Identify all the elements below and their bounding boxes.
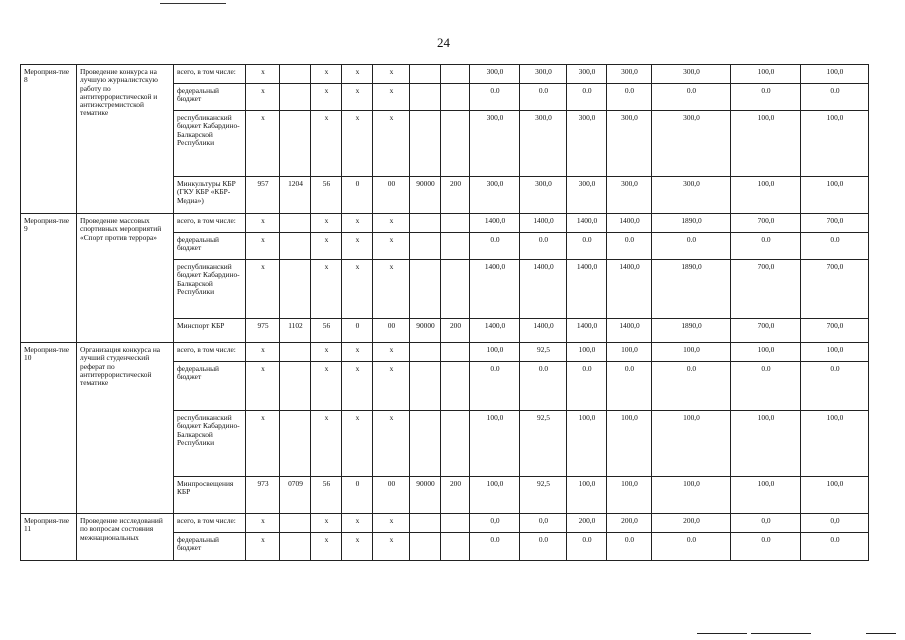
cell-v6: 0,0 <box>731 514 801 533</box>
cell-v2: 0.0 <box>520 84 567 111</box>
cell-p1: 0 <box>342 477 373 514</box>
cell-csr <box>410 233 441 260</box>
cell-vr <box>441 111 470 177</box>
cell-v1: 100,0 <box>470 411 520 477</box>
cell-p1: х <box>342 362 373 411</box>
cell-pr: 56 <box>311 477 342 514</box>
cell-v4: 300,0 <box>607 111 652 177</box>
cell-v2: 0.0 <box>520 362 567 411</box>
budget-table <box>20 64 869 561</box>
cell-v7: 0.0 <box>801 362 869 411</box>
cell-v2: 1400,0 <box>520 260 567 319</box>
funding-source: всего, в том числе: <box>174 214 246 233</box>
cell-v3: 1400,0 <box>567 214 607 233</box>
cell-v3: 1400,0 <box>567 319 607 343</box>
cell-rz <box>280 411 311 477</box>
cell-grbs: х <box>246 362 280 411</box>
funding-source: всего, в том числе: <box>174 514 246 533</box>
cell-v7: 100,0 <box>801 343 869 362</box>
cell-v6: 0.0 <box>731 233 801 260</box>
cell-v2: 92,5 <box>520 343 567 362</box>
cell-v2: 0.0 <box>520 233 567 260</box>
cell-pr: х <box>311 343 342 362</box>
page-number: 24 <box>437 35 450 50</box>
cell-v6: 700,0 <box>731 260 801 319</box>
cell-v7: 700,0 <box>801 319 869 343</box>
measure-label: Мероприя-тие 8 <box>21 65 77 214</box>
cell-v5: 1890,0 <box>652 214 731 233</box>
cell-csr <box>410 84 441 111</box>
cell-v6: 0.0 <box>731 84 801 111</box>
funding-source: федеральный бюджет <box>174 233 246 260</box>
cell-v6: 100,0 <box>731 477 801 514</box>
cell-grbs: х <box>246 65 280 84</box>
cell-v4: 0.0 <box>607 233 652 260</box>
cell-vr <box>441 84 470 111</box>
cell-v1: 300,0 <box>470 177 520 214</box>
cell-v6: 0.0 <box>731 533 801 561</box>
cell-v1: 1400,0 <box>470 319 520 343</box>
cell-grbs: х <box>246 514 280 533</box>
cell-grbs: 975 <box>246 319 280 343</box>
cell-p2: х <box>373 233 410 260</box>
table-row <box>21 214 869 233</box>
funding-source: всего, в том числе: <box>174 65 246 84</box>
measure-title: Организация конкурса на лучший студенческий реферат по антитеррористической тематике <box>77 343 174 514</box>
cell-grbs: х <box>246 111 280 177</box>
cell-p2: 00 <box>373 177 410 214</box>
cell-v2: 0.0 <box>520 533 567 561</box>
cell-v6: 100,0 <box>731 177 801 214</box>
cell-v1: 0.0 <box>470 84 520 111</box>
cell-v4: 0.0 <box>607 84 652 111</box>
cell-v3: 0.0 <box>567 533 607 561</box>
cell-v7: 100,0 <box>801 65 869 84</box>
cell-v1: 300,0 <box>470 65 520 84</box>
cell-v7: 100,0 <box>801 477 869 514</box>
cell-pr: х <box>311 514 342 533</box>
cell-csr <box>410 362 441 411</box>
cell-pr: х <box>311 65 342 84</box>
cell-v3: 300,0 <box>567 177 607 214</box>
cell-v4: 1400,0 <box>607 260 652 319</box>
cell-v3: 100,0 <box>567 343 607 362</box>
cell-v5: 0.0 <box>652 362 731 411</box>
footer-rule <box>866 633 896 634</box>
measure-title: Проведение массовых спортивных мероприятий «Спорт против террора» <box>77 214 174 343</box>
cell-vr <box>441 411 470 477</box>
cell-rz <box>280 343 311 362</box>
cell-grbs: х <box>246 233 280 260</box>
cell-vr: 200 <box>441 319 470 343</box>
cell-v5: 100,0 <box>652 343 731 362</box>
cell-v3: 300,0 <box>567 111 607 177</box>
measure-label: Мероприя-тие 9 <box>21 214 77 343</box>
cell-p1: х <box>342 214 373 233</box>
cell-p1: 0 <box>342 177 373 214</box>
funding-source: всего, в том числе: <box>174 343 246 362</box>
cell-p2: х <box>373 260 410 319</box>
cell-v6: 100,0 <box>731 65 801 84</box>
cell-pr: х <box>311 260 342 319</box>
cell-v4: 300,0 <box>607 177 652 214</box>
cell-p2: х <box>373 65 410 84</box>
cell-vr: 200 <box>441 177 470 214</box>
funding-source: республиканский бюджет Кабардино-Балкарской Республики <box>174 260 246 319</box>
cell-v6: 0.0 <box>731 362 801 411</box>
cell-v4: 100,0 <box>607 411 652 477</box>
cell-vr <box>441 533 470 561</box>
cell-v7: 100,0 <box>801 177 869 214</box>
cell-v7: 700,0 <box>801 214 869 233</box>
cell-p2: х <box>373 214 410 233</box>
cell-csr <box>410 111 441 177</box>
cell-vr <box>441 214 470 233</box>
cell-csr: 90000 <box>410 477 441 514</box>
cell-rz <box>280 111 311 177</box>
cell-v7: 0,0 <box>801 514 869 533</box>
cell-pr: х <box>311 533 342 561</box>
cell-v1: 0.0 <box>470 362 520 411</box>
cell-vr <box>441 233 470 260</box>
cell-v5: 1890,0 <box>652 319 731 343</box>
top-scan-mark <box>160 0 226 4</box>
cell-csr <box>410 260 441 319</box>
cell-v7: 700,0 <box>801 260 869 319</box>
cell-v7: 100,0 <box>801 411 869 477</box>
cell-v3: 0.0 <box>567 233 607 260</box>
cell-vr: 200 <box>441 477 470 514</box>
cell-v2: 0,0 <box>520 514 567 533</box>
cell-v7: 0.0 <box>801 233 869 260</box>
cell-p2: 00 <box>373 477 410 514</box>
cell-v1: 300,0 <box>470 111 520 177</box>
cell-grbs: х <box>246 533 280 561</box>
cell-pr: х <box>311 84 342 111</box>
cell-v3: 0.0 <box>567 84 607 111</box>
cell-v1: 100,0 <box>470 343 520 362</box>
cell-v1: 0.0 <box>470 533 520 561</box>
cell-v6: 700,0 <box>731 319 801 343</box>
cell-rz <box>280 514 311 533</box>
cell-csr <box>410 343 441 362</box>
cell-rz <box>280 362 311 411</box>
cell-v1: 0.0 <box>470 233 520 260</box>
cell-vr <box>441 260 470 319</box>
cell-v2: 1400,0 <box>520 214 567 233</box>
cell-v6: 100,0 <box>731 343 801 362</box>
cell-v2: 92,5 <box>520 477 567 514</box>
funding-source: Минспорт КБР <box>174 319 246 343</box>
cell-csr <box>410 533 441 561</box>
cell-csr <box>410 214 441 233</box>
cell-v5: 200,0 <box>652 514 731 533</box>
funding-source: республиканский бюджет Кабардино-Балкарской Республики <box>174 411 246 477</box>
cell-v4: 300,0 <box>607 65 652 84</box>
cell-p2: х <box>373 343 410 362</box>
cell-vr <box>441 65 470 84</box>
cell-grbs: 973 <box>246 477 280 514</box>
cell-p1: х <box>342 111 373 177</box>
cell-v5: 100,0 <box>652 477 731 514</box>
cell-p2: 00 <box>373 319 410 343</box>
cell-p1: х <box>342 260 373 319</box>
cell-pr: х <box>311 233 342 260</box>
cell-pr: х <box>311 362 342 411</box>
cell-v3: 1400,0 <box>567 260 607 319</box>
cell-v3: 0.0 <box>567 362 607 411</box>
cell-pr: х <box>311 111 342 177</box>
cell-vr <box>441 514 470 533</box>
cell-v2: 92,5 <box>520 411 567 477</box>
cell-p1: х <box>342 514 373 533</box>
cell-v5: 300,0 <box>652 111 731 177</box>
cell-rz: 1204 <box>280 177 311 214</box>
cell-p2: х <box>373 533 410 561</box>
cell-v5: 0.0 <box>652 84 731 111</box>
cell-v7: 0.0 <box>801 533 869 561</box>
cell-v6: 700,0 <box>731 214 801 233</box>
cell-v2: 300,0 <box>520 65 567 84</box>
cell-pr: 56 <box>311 177 342 214</box>
cell-pr: х <box>311 214 342 233</box>
cell-v4: 0.0 <box>607 362 652 411</box>
funding-source: федеральный бюджет <box>174 362 246 411</box>
cell-vr <box>441 362 470 411</box>
cell-rz <box>280 260 311 319</box>
cell-p1: х <box>342 65 373 84</box>
cell-p1: х <box>342 411 373 477</box>
cell-v4: 100,0 <box>607 477 652 514</box>
cell-csr <box>410 411 441 477</box>
cell-csr <box>410 514 441 533</box>
cell-pr: 56 <box>311 319 342 343</box>
cell-v2: 1400,0 <box>520 319 567 343</box>
cell-v5: 0.0 <box>652 233 731 260</box>
funding-source: Минкультуры КБР (ГКУ КБР «КБР-Медиа») <box>174 177 246 214</box>
cell-p1: х <box>342 84 373 111</box>
funding-source: республиканский бюджет Кабардино-Балкарской Республики <box>174 111 246 177</box>
cell-rz: 0709 <box>280 477 311 514</box>
cell-v1: 100,0 <box>470 477 520 514</box>
cell-grbs: 957 <box>246 177 280 214</box>
cell-rz <box>280 65 311 84</box>
cell-p2: х <box>373 411 410 477</box>
cell-v4: 100,0 <box>607 343 652 362</box>
cell-pr: х <box>311 411 342 477</box>
cell-v5: 300,0 <box>652 65 731 84</box>
cell-p1: 0 <box>342 319 373 343</box>
measure-title: Проведение конкурса на лучшую журналистскую работу по антитеррористической и антиэкстремистской тематике <box>77 65 174 214</box>
cell-p1: х <box>342 233 373 260</box>
cell-p2: х <box>373 362 410 411</box>
cell-p2: х <box>373 514 410 533</box>
cell-v7: 100,0 <box>801 111 869 177</box>
table-row <box>21 343 869 362</box>
cell-v3: 100,0 <box>567 411 607 477</box>
cell-grbs: х <box>246 214 280 233</box>
funding-source: Минпросвещения КБР <box>174 477 246 514</box>
cell-csr <box>410 65 441 84</box>
cell-p2: х <box>373 111 410 177</box>
funding-source: федеральный бюджет <box>174 533 246 561</box>
cell-p2: х <box>373 84 410 111</box>
cell-csr: 90000 <box>410 177 441 214</box>
cell-rz: 1102 <box>280 319 311 343</box>
cell-p1: х <box>342 343 373 362</box>
cell-v3: 100,0 <box>567 477 607 514</box>
cell-grbs: х <box>246 411 280 477</box>
table-row <box>21 65 869 84</box>
cell-v4: 200,0 <box>607 514 652 533</box>
cell-v5: 1890,0 <box>652 260 731 319</box>
measure-title: Проведение исследований по вопросам состояния межнациональных <box>77 514 174 561</box>
cell-v5: 100,0 <box>652 411 731 477</box>
cell-v7: 0.0 <box>801 84 869 111</box>
cell-v5: 0.0 <box>652 533 731 561</box>
cell-v3: 300,0 <box>567 65 607 84</box>
cell-v3: 200,0 <box>567 514 607 533</box>
cell-rz <box>280 533 311 561</box>
cell-v4: 1400,0 <box>607 214 652 233</box>
cell-v6: 100,0 <box>731 111 801 177</box>
cell-v4: 1400,0 <box>607 319 652 343</box>
cell-grbs: х <box>246 84 280 111</box>
cell-vr <box>441 343 470 362</box>
measure-label: Мероприя-тие 10 <box>21 343 77 514</box>
cell-rz <box>280 214 311 233</box>
footer-rule <box>697 633 747 634</box>
cell-csr: 90000 <box>410 319 441 343</box>
cell-v1: 1400,0 <box>470 260 520 319</box>
cell-rz <box>280 233 311 260</box>
cell-grbs: х <box>246 260 280 319</box>
footer-rule <box>751 633 811 634</box>
cell-grbs: х <box>246 343 280 362</box>
cell-v6: 100,0 <box>731 411 801 477</box>
funding-source: федеральный бюджет <box>174 84 246 111</box>
cell-v1: 0,0 <box>470 514 520 533</box>
measure-label: Мероприя-тие 11 <box>21 514 77 561</box>
table-row <box>21 514 869 533</box>
cell-v2: 300,0 <box>520 111 567 177</box>
cell-rz <box>280 84 311 111</box>
cell-v2: 300,0 <box>520 177 567 214</box>
cell-p1: х <box>342 533 373 561</box>
cell-v4: 0.0 <box>607 533 652 561</box>
cell-v5: 300,0 <box>652 177 731 214</box>
cell-v1: 1400,0 <box>470 214 520 233</box>
